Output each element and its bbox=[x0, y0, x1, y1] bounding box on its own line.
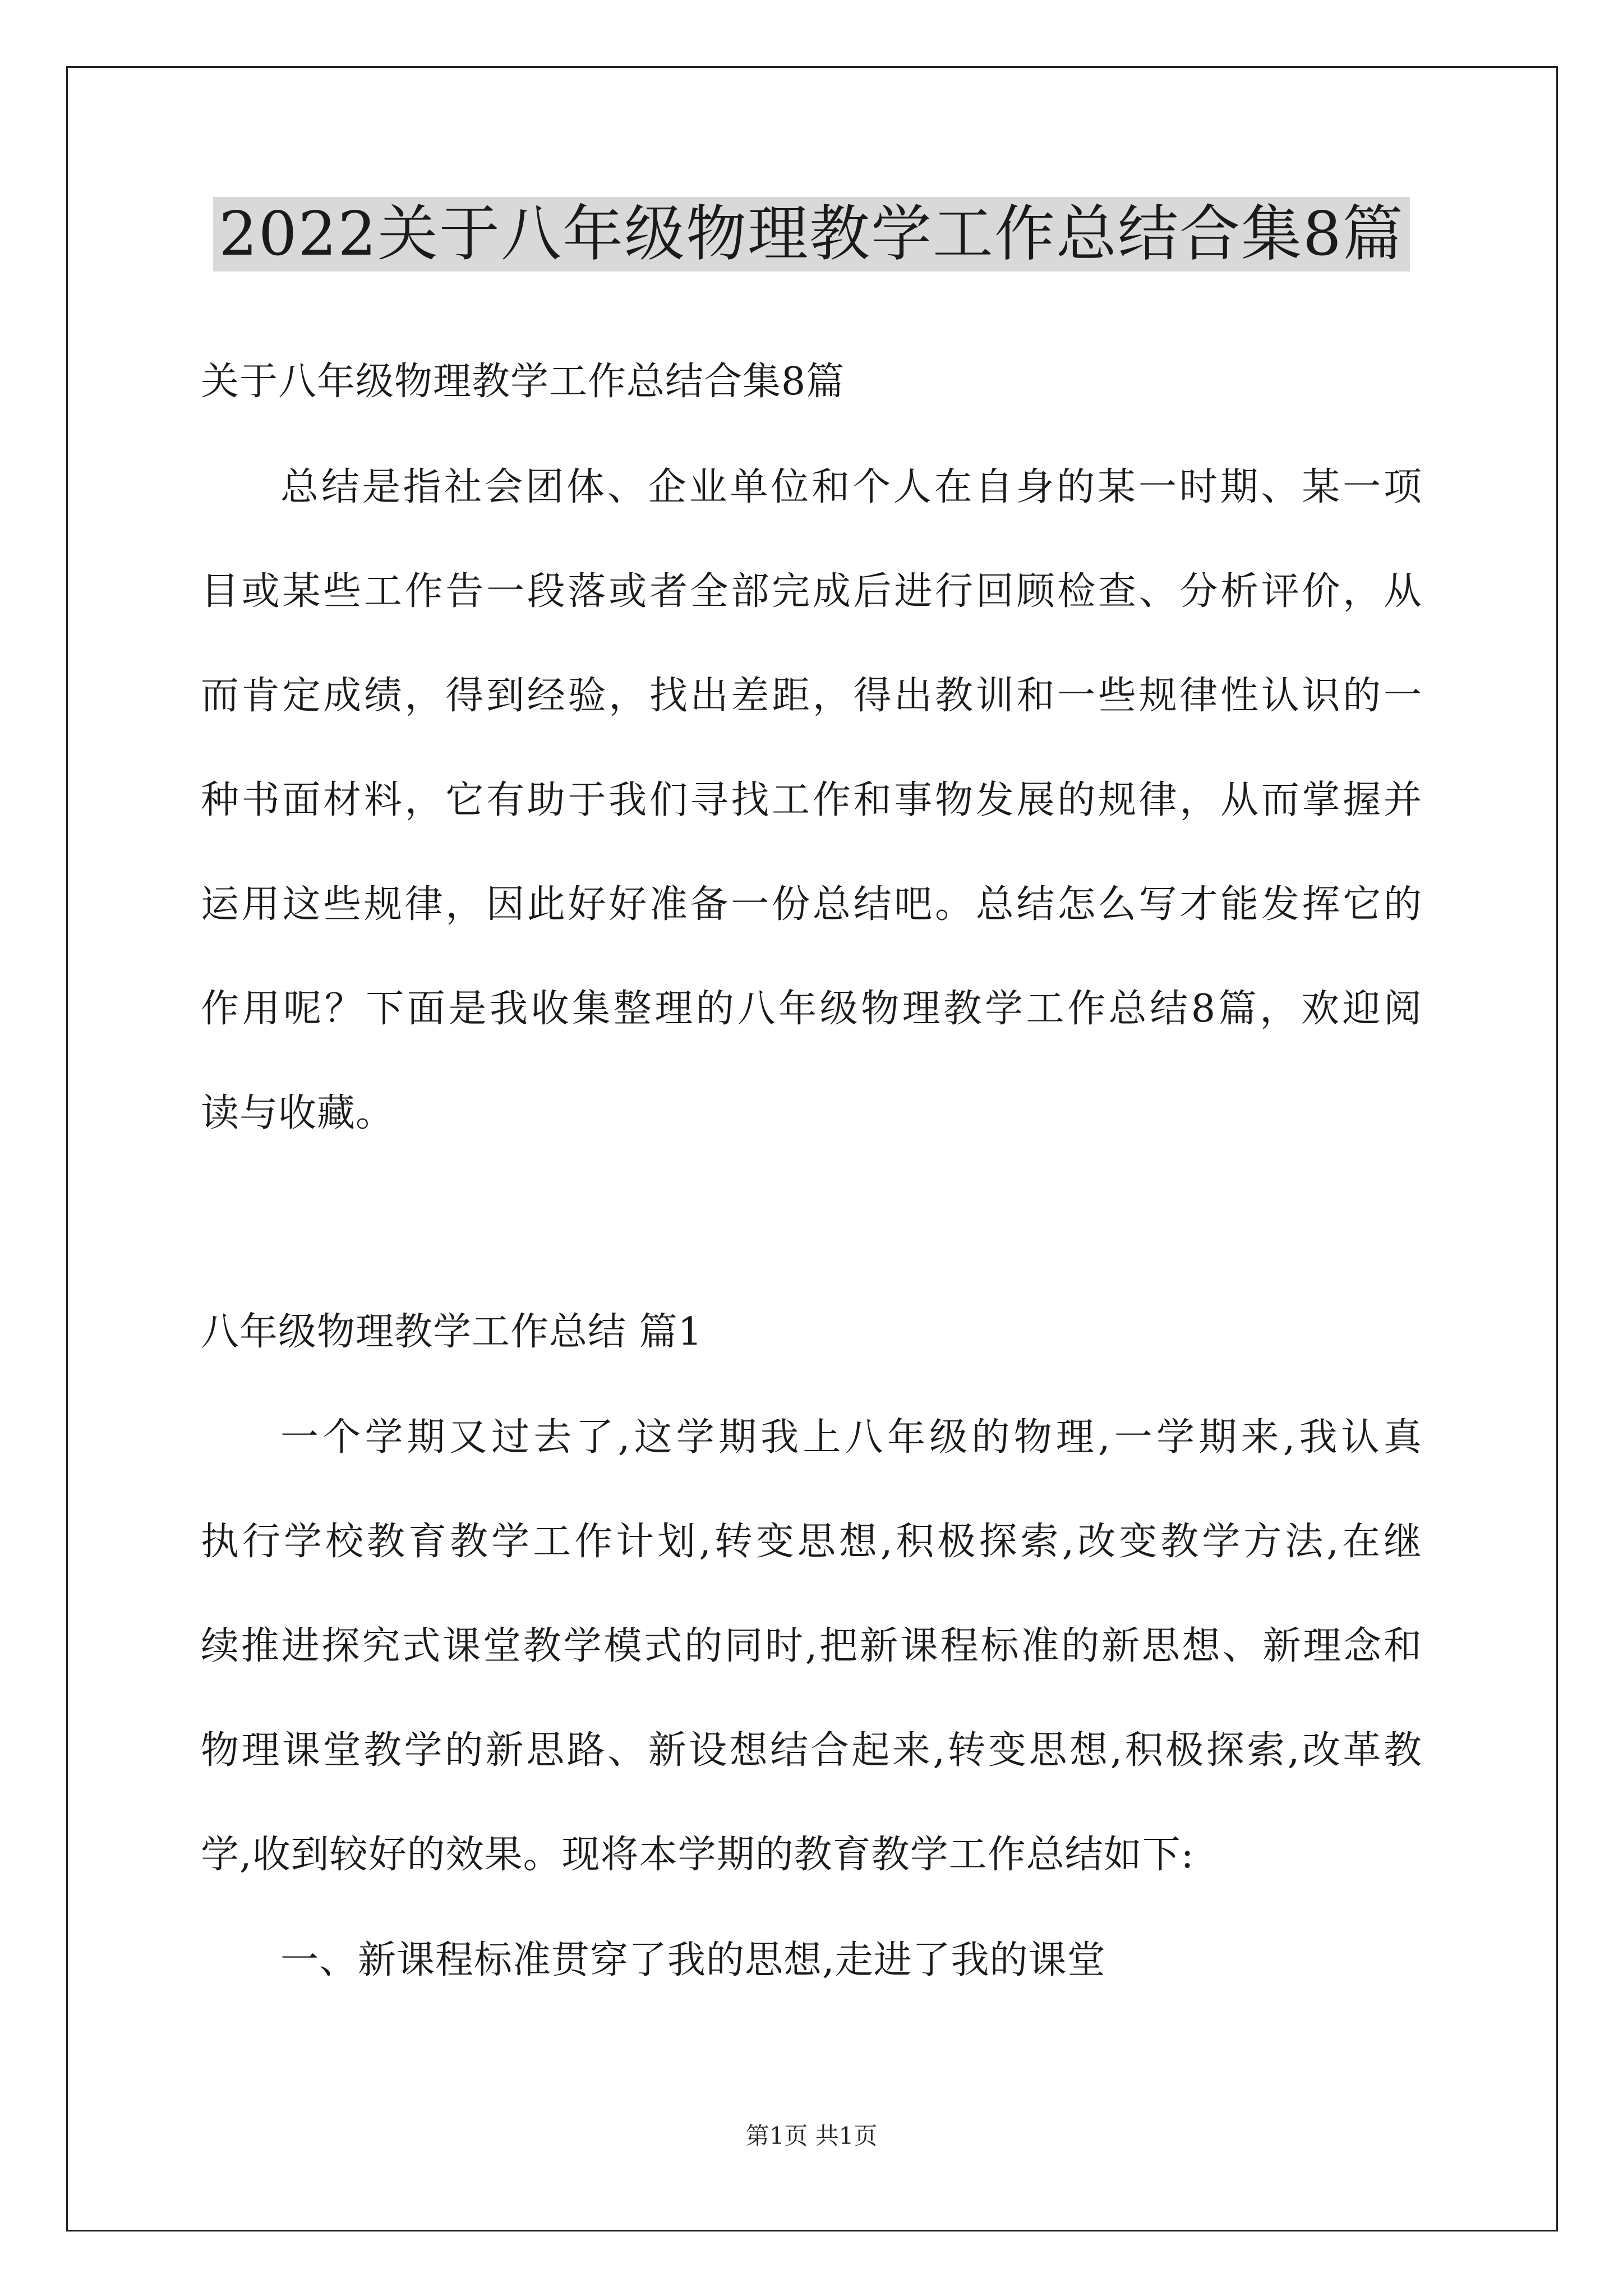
section-line-2: 执行学校教育教学工作计划,转变思想,积极探索,改变教学方法,在继 bbox=[201, 1520, 1422, 1564]
section-line-4: 物理课堂教学的新思路、新设想结合起来,转变思想,积极探索,改革教 bbox=[201, 1728, 1422, 1773]
intro-line-6: 作用呢？下面是我收集整理的八年级物理教学工作总结8篇，欢迎阅 bbox=[201, 987, 1422, 1031]
intro-line-1: 总结是指社会团体、企业单位和个人在自身的某一时期、某一项 bbox=[280, 465, 1422, 509]
section-line-5: 学,收到较好的效果。现将本学期的教育教学工作总结如下: bbox=[201, 1833, 1195, 1877]
section-line-1: 一个学期又过去了,这学期我上八年级的物理,一学期来,我认真 bbox=[280, 1415, 1422, 1460]
document-subtitle: 关于八年级物理教学工作总结合集8篇 bbox=[201, 360, 845, 404]
subheading: 一、新课程标准贯穿了我的思想,走进了我的课堂 bbox=[280, 1938, 1106, 1982]
intro-line-7: 读与收藏。 bbox=[201, 1091, 395, 1135]
section-heading: 八年级物理教学工作总结 篇1 bbox=[201, 1310, 703, 1354]
intro-line-2: 目或某些工作告一段落或者全部完成后进行回顾检查、分析评价，从 bbox=[201, 569, 1422, 614]
page-footer: 第1页 共1页 bbox=[745, 2122, 878, 2150]
document-title-text: 2022关于八年级物理教学工作总结合集8篇 bbox=[213, 197, 1410, 272]
intro-line-3: 而肯定成绩，得到经验，找出差距，得出教训和一些规律性认识的一 bbox=[201, 674, 1422, 718]
document-title bbox=[0, 195, 1623, 274]
section-line-3: 续推进探究式课堂教学模式的同时,把新课程标准的新思想、新理念和 bbox=[201, 1624, 1422, 1668]
intro-line-5: 运用这些规律，因此好好准备一份总结吧。总结怎么写才能发挥它的 bbox=[201, 882, 1422, 927]
intro-line-4: 种书面材料，它有助于我们寻找工作和事物发展的规律，从而掌握并 bbox=[201, 778, 1422, 822]
